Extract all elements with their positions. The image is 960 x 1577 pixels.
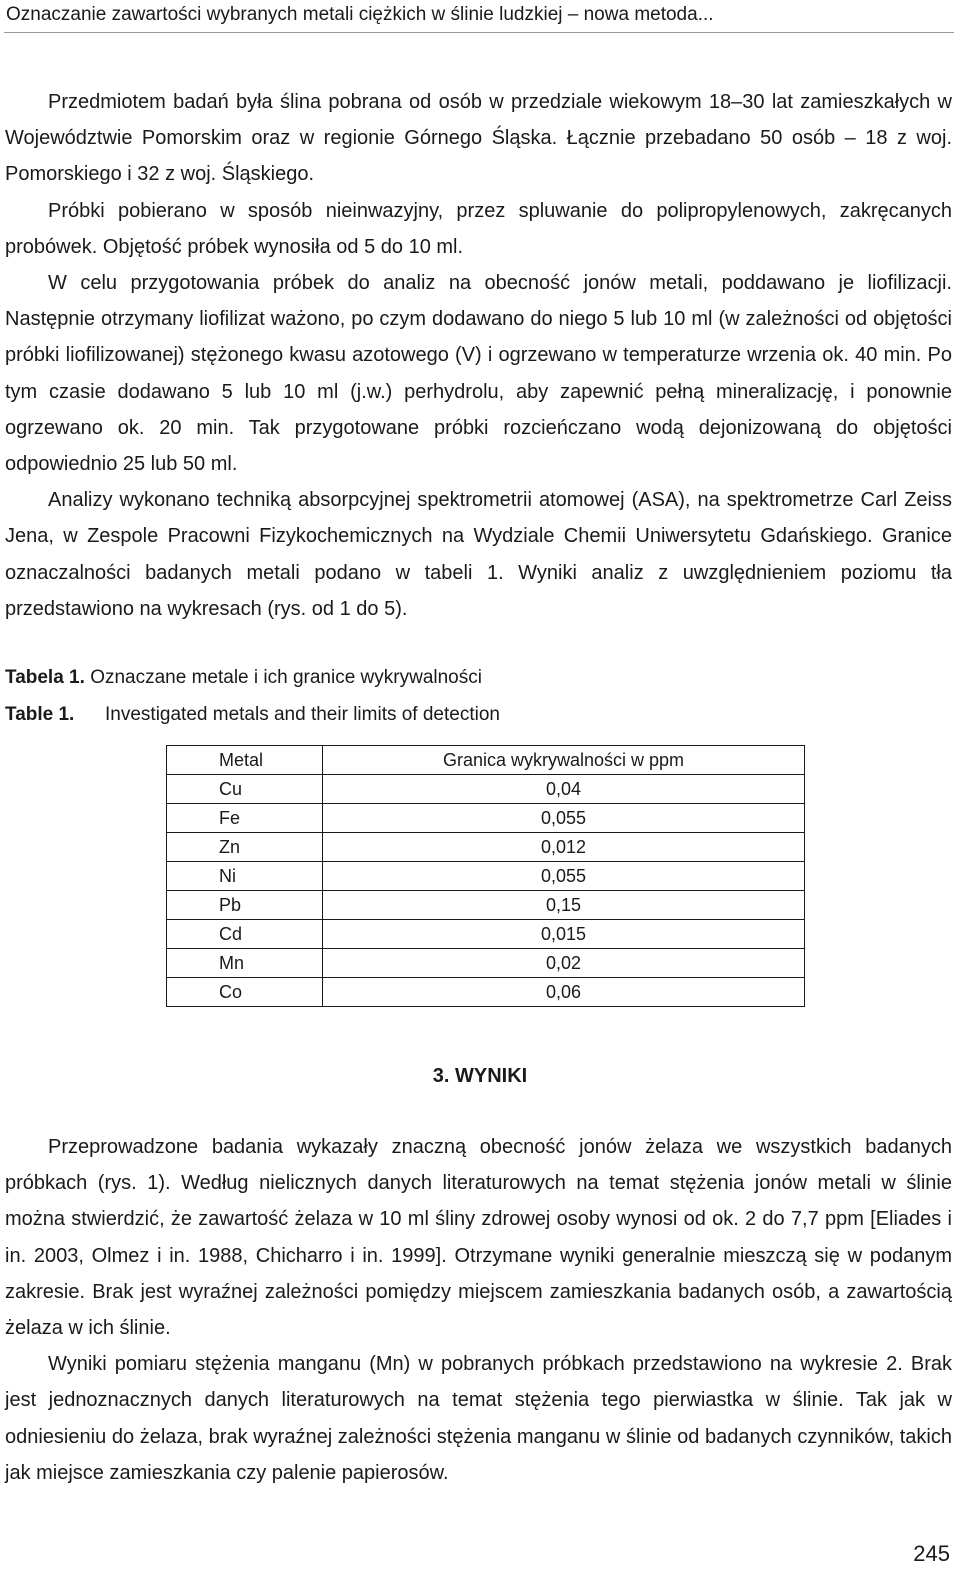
- detection-limit-cell: 0,055: [323, 804, 805, 833]
- table-caption-en: [5, 703, 500, 727]
- detection-limit-cell: 0,06: [323, 978, 805, 1007]
- methods-paragraph-2: Próbki pobierano w sposób nieinwazyjny, przez spluwanie do polipropylenowych, zakręcanych probówek. Objętość próbek wynosiła od 5 do 10 ml.: [5, 199, 952, 258]
- metal-cell: Pb: [167, 891, 323, 920]
- table-header-row: [167, 746, 805, 775]
- table-caption-pl: [5, 666, 482, 690]
- detection-limit-cell: 0,015: [323, 920, 805, 949]
- detection-limit-cell: 0,15: [323, 891, 805, 920]
- methods-paragraph-1: Przedmiotem badań była ślina pobrana od osób w przedziale wiekowym 18–30 lat zamieszkałych w Województwie Pomorskim oraz w regionie Górnego Śląska. Łącznie przebadano 50 osób – 18 z woj. Pomorskiego i 32 z woj. Śląskiego.: [5, 91, 952, 186]
- metal-cell: Zn: [167, 833, 323, 862]
- table-row: [167, 804, 805, 833]
- results-heading: 3. WYNIKI: [432, 1065, 528, 1087]
- table-caption-en-text: Investigated metals and their limits of detection: [105, 704, 500, 725]
- table-row: [167, 775, 805, 804]
- metal-cell: Cd: [167, 920, 323, 949]
- metal-cell: Fe: [167, 804, 323, 833]
- running-header: Oznaczanie zawartości wybranych metali ciężkich w ślinie ludzkiej – nowa metoda...: [6, 4, 714, 25]
- page-number: 245: [913, 1541, 950, 1566]
- methods-paragraph-4: Analizy wykonano techniką absorpcyjnej spektrometrii atomowej (ASA), na spektrometrze Carl Zeiss Jena, w Zespole Pracowni Fizykochemicznych na Wydziale Chemii Uniwersytetu Gdańskiego. Granice oznaczalności badanych metali podano w tabeli 1. Wyniki analiz z uwzględnieniem poziomu tła przedstawiono na wykresach (rys. od 1 do 5).: [5, 489, 952, 620]
- table-row: [167, 862, 805, 891]
- methods-paragraph-3: W celu przygotowania próbek do analiz na obecność jonów metali, poddawano je liofilizacji. Następnie otrzymany liofilizat ważono, po czym dodawano do niego 5 lub 10 ml (w zależności od objętości próbki liofilizowanej) stężonego kwasu azotowego (V) i ogrzewano w temperaturze wrzenia ok. 40 min. Po tym czasie dodawano 5 lub 10 ml (j.w.) perhydrolu, aby zapewnić pełną mineralizację, i ponownie ogrzewano ok. 20 min. Tak przygotowane próbki rozcieńczano wodą dejonizowaną do objętości odpowiednio 25 lub 50 ml.: [5, 272, 952, 476]
- detection-limit-cell: 0,02: [323, 949, 805, 978]
- table-row: [167, 920, 805, 949]
- detection-limit-cell: 0,055: [323, 862, 805, 891]
- table-caption-pl-text: Oznaczane metale i ich granice wykrywalności: [90, 667, 482, 688]
- column-header-detection-limit: Granica wykrywalności w ppm: [323, 746, 805, 775]
- column-header-metal: Metal: [167, 746, 323, 775]
- methods-section: [5, 84, 952, 627]
- table-caption-en-label: Table 1.: [5, 704, 75, 725]
- table-row: [167, 978, 805, 1007]
- metal-cell: Ni: [167, 862, 323, 891]
- detection-limit-cell: 0,04: [323, 775, 805, 804]
- metal-cell: Mn: [167, 949, 323, 978]
- results-paragraph-1: Przeprowadzone badania wykazały znaczną obecność jonów żelaza we wszystkich badanych próbkach (rys. 1). Według nielicznych danych literaturowych na temat stężenia jonów metali w ślinie można stwierdzić, że zawartość żelaza w 10 ml śliny zdrowej osoby wynosi od ok. 2 do 7,7 ppm [Eliades i in. 2003, Olmez i in. 1988, Chicharro i in. 1999]. Otrzymane wyniki generalnie mieszczą się w podanym zakresie. Brak jest wyraźnej zależności pomiędzy miejscem zamieszkania badanych osób, a zawartością żelaza w ich ślinie.: [5, 1136, 952, 1340]
- table-row: [167, 949, 805, 978]
- metal-cell: Cu: [167, 775, 323, 804]
- results-section: [5, 1129, 952, 1491]
- detection-limit-cell: 0,012: [323, 833, 805, 862]
- metal-cell: Co: [167, 978, 323, 1007]
- table-caption-pl-label: Tabela 1.: [5, 667, 85, 688]
- detection-limits-table: [166, 745, 805, 1007]
- table-row: [167, 891, 805, 920]
- table-row: [167, 833, 805, 862]
- header-rule: [4, 32, 954, 33]
- results-paragraph-2: Wyniki pomiaru stężenia manganu (Mn) w pobranych próbkach przedstawiono na wykresie 2. Brak jest jednoznacznych danych literaturowych na temat stężenia tego pierwiastka w ślinie. Tak jak w odniesieniu do żelaza, brak wyraźnej zależności stężenia manganu w ślinie od badanych czynników, takich jak miejsce zamieszkania czy palenie papierosów.: [5, 1353, 952, 1484]
